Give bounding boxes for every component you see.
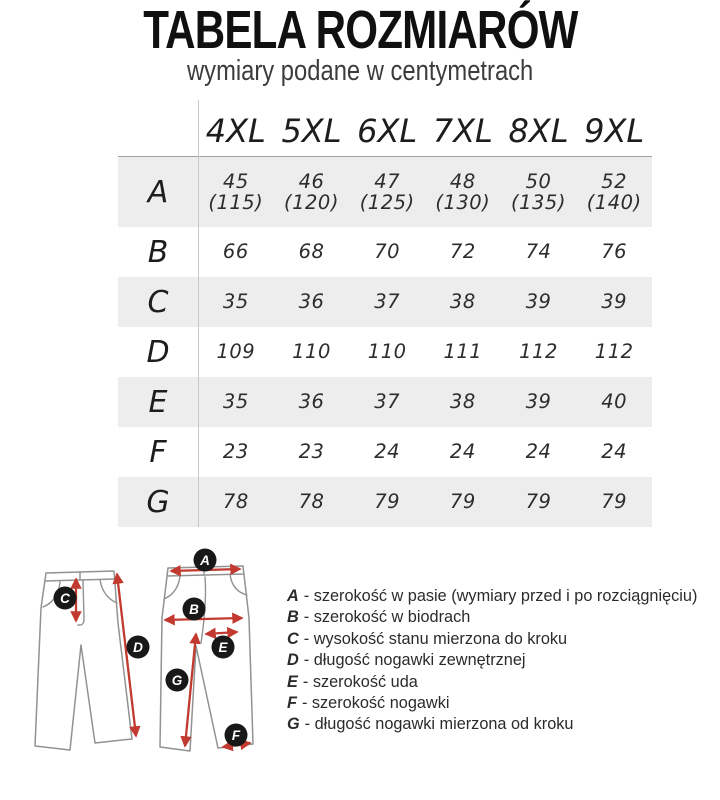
- legend-text: - szerokość nogawki: [301, 694, 450, 713]
- legend-letter: F: [287, 694, 297, 713]
- page-title: [0, 2, 720, 58]
- size-value-cell: 70: [374, 240, 401, 264]
- legend-letter: B: [287, 608, 299, 627]
- size-value-cell: 38: [449, 390, 476, 414]
- badge-thigh-icon: [212, 636, 235, 659]
- size-value-cell: 110: [367, 340, 407, 364]
- legend-text: - długość nogawki zewnętrznej: [303, 651, 526, 670]
- row-label: C: [147, 284, 169, 320]
- size-value-cell: 37: [374, 390, 401, 414]
- size-value-cell: [198, 157, 274, 227]
- size-value-cell: 35: [222, 390, 249, 414]
- row-label: A: [147, 174, 169, 210]
- badge-hip-icon: [183, 598, 206, 621]
- pants-measurement-diagram: [8, 533, 284, 795]
- size-value-cell: 112: [594, 340, 634, 364]
- badge-outseam-icon: [127, 636, 150, 659]
- size-value-cell: 24: [374, 440, 401, 464]
- size-table: [118, 100, 652, 527]
- legend-text: - wysokość stanu mierzona do kroku: [303, 629, 568, 648]
- size-value-cell: 78: [298, 490, 325, 514]
- size-value-cell: 38: [449, 290, 476, 314]
- size-value-main: 50: [525, 169, 552, 193]
- legend-item-f: [287, 693, 715, 714]
- legend-item-e: [287, 672, 715, 693]
- measurement-badges: [54, 549, 248, 747]
- size-value-cell: 24: [601, 440, 628, 464]
- size-value-cell: [576, 157, 652, 227]
- size-value-cell: [349, 157, 425, 227]
- size-value-cell: 72: [449, 240, 476, 264]
- size-value-cell: 78: [222, 490, 249, 514]
- legend-item-b: [287, 607, 715, 628]
- column-header-8xl: 8XL: [508, 112, 569, 150]
- legend-letter: E: [287, 672, 298, 691]
- size-value-stretched: (125): [359, 191, 415, 214]
- size-value-cell: 74: [525, 240, 552, 264]
- legend-text: - szerokość w biodrach: [303, 608, 471, 627]
- size-value-stretched: (120): [284, 191, 339, 214]
- size-value-cell: [501, 157, 577, 227]
- badge-inseam-letter: G: [171, 673, 183, 688]
- size-value-cell: 109: [216, 340, 256, 364]
- page-title-text: TABELA ROZMIARÓW: [142, 0, 578, 60]
- pants-measure-view: [160, 566, 253, 751]
- size-value-cell: 24: [449, 440, 476, 464]
- badge-front-rise-letter: C: [60, 591, 70, 606]
- row-label: E: [148, 384, 168, 420]
- table-vertical-rule: [198, 100, 199, 527]
- header: [0, 2, 720, 87]
- size-value-cell: 112: [519, 340, 558, 364]
- size-value-cell: 79: [525, 490, 552, 514]
- badge-leg-opening-letter: F: [231, 728, 241, 743]
- size-value-cell: 35: [222, 290, 249, 314]
- size-value-cell: 110: [292, 340, 331, 364]
- legend-item-d: [287, 650, 715, 671]
- badge-front-rise-icon: [54, 587, 77, 610]
- size-value-cell: 24: [525, 440, 552, 464]
- column-header-spacer: [118, 100, 198, 156]
- size-value-cell: 23: [222, 440, 249, 464]
- size-value-cell: 66: [222, 240, 249, 264]
- column-header-9xl: 9XL: [584, 112, 645, 150]
- row-label: B: [147, 234, 169, 270]
- size-value-main: 46: [298, 169, 325, 193]
- size-value-cell: 39: [525, 390, 552, 414]
- size-value-cell: 23: [298, 440, 325, 464]
- size-value-cell: 111: [443, 340, 483, 364]
- legend-letter: G: [287, 715, 300, 734]
- row-label: G: [146, 484, 170, 520]
- legend-text: - długość nogawki mierzona od kroku: [304, 715, 574, 734]
- size-value-cell: 68: [298, 240, 325, 264]
- size-value-stretched: (130): [435, 191, 491, 214]
- badge-leg-opening-icon: [225, 724, 248, 747]
- size-value-cell: 37: [374, 290, 401, 314]
- size-value-stretched: (115): [208, 191, 264, 214]
- column-header-6xl: 6XL: [357, 112, 418, 150]
- size-value-cell: 39: [601, 290, 628, 314]
- column-header-7xl: 7XL: [432, 112, 493, 150]
- size-value-main: 48: [449, 169, 476, 193]
- size-value-main: 52: [601, 169, 628, 193]
- size-value-main: 47: [374, 169, 401, 193]
- size-value-cell: [274, 157, 350, 227]
- legend-letter: D: [287, 651, 299, 670]
- size-value-cell: 39: [525, 290, 552, 314]
- size-value-cell: 40: [601, 390, 628, 414]
- legend-item-g: [287, 714, 715, 735]
- size-value-stretched: (140): [586, 191, 642, 214]
- size-value-cell: 36: [298, 290, 325, 314]
- column-header-5xl: 5XL: [281, 112, 342, 150]
- badge-inseam-icon: [166, 669, 189, 692]
- row-label: F: [149, 434, 167, 470]
- legend-letter: A: [287, 587, 299, 605]
- measurement-legend: [287, 586, 715, 736]
- badge-hip-letter: B: [189, 602, 199, 617]
- row-label: D: [146, 334, 170, 370]
- page-subtitle-text: wymiary podane w centymetrach: [186, 55, 534, 87]
- legend-item-a: [287, 586, 715, 607]
- size-value-cell: 79: [601, 490, 628, 514]
- size-value-main: 45: [222, 169, 249, 193]
- badge-thigh-letter: E: [218, 640, 228, 655]
- size-value-stretched: (135): [511, 191, 566, 214]
- legend-text: - szerokość w pasie (wymiary przed i po rozciągnięciu): [303, 587, 698, 605]
- size-value-cell: 76: [601, 240, 628, 264]
- size-value-cell: 79: [449, 490, 476, 514]
- badge-waist-letter: A: [200, 553, 210, 568]
- page-subtitle: [0, 55, 720, 87]
- size-value-cell: 36: [298, 390, 325, 414]
- badge-outseam-letter: D: [133, 640, 143, 655]
- badge-waist-icon: [194, 549, 217, 572]
- pants-front-view: [35, 571, 132, 750]
- column-header-4xl: 4XL: [205, 112, 266, 150]
- legend-text: - szerokość uda: [302, 672, 418, 691]
- size-value-cell: 79: [374, 490, 401, 514]
- legend-item-c: [287, 629, 715, 650]
- hip-arrow: [165, 618, 242, 620]
- size-value-cell: [425, 157, 501, 227]
- thigh-arrow: [206, 632, 237, 634]
- legend-letter: C: [287, 629, 299, 648]
